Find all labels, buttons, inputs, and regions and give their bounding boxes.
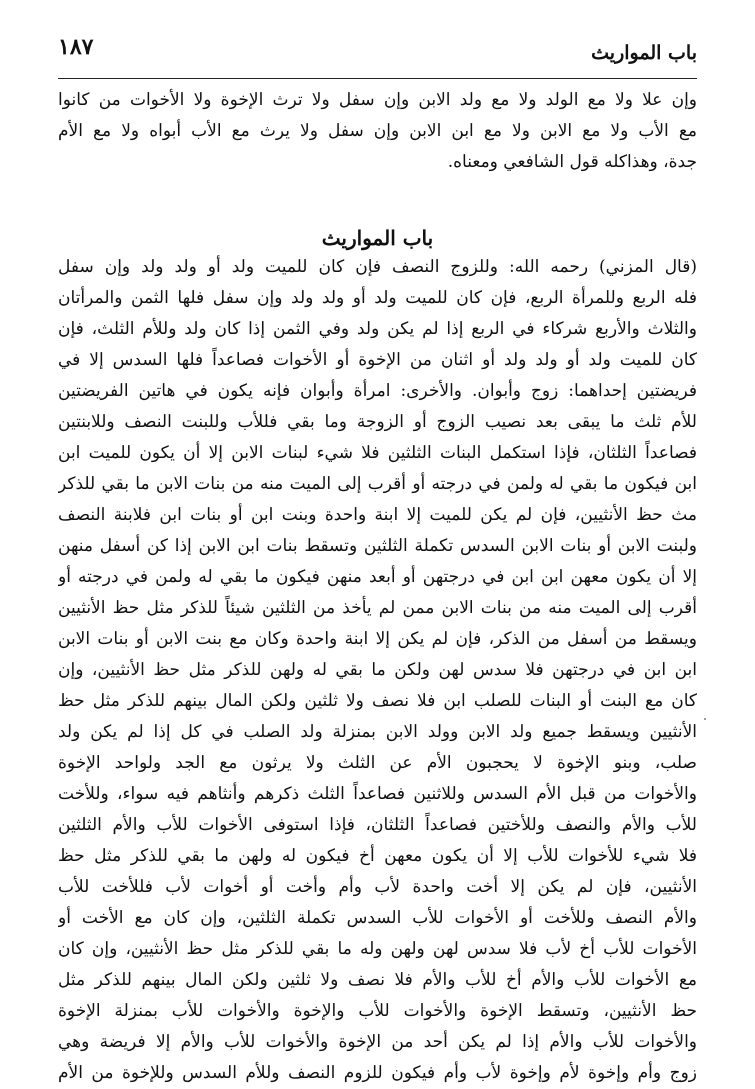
text-line: ولبنت الابن أو بنات الابن السدس تكملة الثلثين وتسقط بنات ابن الابن إذا كن أسفل منهن	[58, 536, 697, 556]
text-line: والثلاث والأربع شركاء في الربع إذا لم يكن ولد وفي الثمن إذا كان ولد وللأم الثلث، فإن	[58, 319, 697, 339]
scan-speck	[704, 718, 706, 720]
text-line: الأخوات للأب أخ لأب فلا سدس لهن ولهن وله ما بقي للذكر مثل حظ الأنثيين، وإن كان	[58, 939, 697, 959]
text-line: ابن فيكون ما بقي له ولمن في درجته أو أقرب إلى الميت منه من بنات الابن ما بقي للذكر	[58, 474, 697, 494]
text-line: جدة، وهذاكله قول الشافعي ومعناه.	[447, 152, 697, 172]
text-line: فلا شيء للأخوات للأب إلا أن يكون معهن أخ فيكون له ولهن ما بقي للذكر مثل حظ	[58, 846, 697, 866]
text-line: فله الربع وللمرأة الربع، فإن كان للميت ولد أو ولد ولد وإن سفل فلها الثمن والمرأتان	[58, 288, 697, 308]
section-title: باب المواريث	[321, 226, 434, 250]
text-line: الأنثيين، فإن لم يكن إلا أخت واحدة لأب وأم وأخت أو أخوات لأب فللأخت للأب	[58, 877, 697, 897]
text-line: (قال المزني) رحمه الله: وللزوج النصف فإن كان للميت ولد أو ولد ولد وإن سفل	[58, 257, 697, 277]
text-line: الأنثيين ويسقط جميع ولد الابن وولد الابن بمنزلة ولد الصلب في كل إذا لم يكن ولد	[58, 722, 697, 742]
text-line: للأم ثلث ما يبقى بعد نصيب الزوج أو الزوجة وما بقي فللأب وللبنت النصف وللابنتين	[58, 412, 697, 432]
text-line: فصاعداً الثلثان، فإذا استكمل البنات الثلثين فلا شيء لبنات الابن إلا أن يكون للميت ابن	[58, 443, 697, 463]
text-line: مع الأخوات للأب والأم أخ للأب والأم فلا نصف ولا ثلثين ولكن المال بينهم للذكر مثل	[58, 970, 697, 990]
main-paragraph	[58, 252, 697, 1089]
text-line: أقرب إلى الميت منه من بنات الابن ممن لم يأخذ من الثلثين شيئاً للذكر مثل حظ الأنثيين	[58, 598, 697, 618]
text-line: كان مع البنت أو البنات للصلب ابن فلا نصف ولا ثلثين ولكن المال بينهم للذكر مثل حظ	[58, 691, 697, 711]
text-line: حظ الأنثيين، وتسقط الإخوة والأخوات للأب والإخوة والأخوات للأب بمنزلة الإخوة	[58, 1001, 697, 1021]
text-line: إلا أن يكون معهن ابن ابن في درجتهن أو أبعد منهن فيكون ما بقي له ولمن في درجته أو	[58, 567, 697, 587]
text-line: مث حظ الأنثيين، فإن لم يكن للميت إلا ابنة واحدة وبنت ابن أو بنات ابن فلابنة النصف	[58, 505, 697, 525]
text-line: مع الأب ولا مع الابن ولا مع ابن الابن وإن سفل ولا يرث مع الأب أبواه ولا مع الأم	[58, 121, 697, 141]
text-line: كان للميت ولد أو ولد ولد أو اثنان من الإخوة أو الأخوات فصاعداً فلها السدس إلا في	[58, 350, 697, 370]
page-header	[58, 34, 697, 79]
text-line: ابن ابن في درجتهن فلا سدس لهن ولكن ما بقي له ولهن للذكر مثل حظ الأنثيين، وإن	[58, 660, 697, 680]
text-line: والأخوات للأب والأم إذا لم يكن أحد من الإخوة والأخوات للأب والأم إلا فريضة وهي	[58, 1032, 697, 1052]
text-line: زوج وأم وإخوة لأم وإخوة لأب وأم فيكون للزوم النصف وللأم السدس وللإخوة من الأم	[58, 1063, 697, 1083]
text-line: والأخوات من قبل الأم السدس وللاثنين فصاعداً الثلث ذكرهم وأنثاهم فيه سواء، وللأخت	[58, 784, 697, 804]
text-line: للأب والأم والنصف وللأختين فصاعداً الثلثان، فإذا استوفى الأخوات للأب والأم الثلثين	[58, 815, 697, 835]
text-line: والأم النصف وللأخت أو الأخوات للأب السدس تكملة الثلثين، وإن كان مع الأخت أو	[58, 908, 697, 928]
page-number: ١٨٧	[58, 34, 94, 60]
running-head: باب المواريث	[591, 42, 697, 64]
text-line: فريضتين إحداهما: زوج وأبوان. والأخرى: امرأة وأبوان فإنه يكون في هاتين الفريضتين	[58, 381, 697, 401]
text-line: وإن علا ولا مع الولد ولا مع ولد الابن وإن سفل ولا ترث الإخوة ولا الأخوات من كانوا	[58, 90, 697, 110]
text-line: صلب، وبنو الإخوة لا يحجبون الأم عن الثلث ولا يرثون مع الجد ولواحد الإخوة	[58, 753, 697, 773]
intro-paragraph	[58, 85, 697, 178]
text-line: ويسقط من أسفل من الذكر، فإن لم يكن إلا ابنة واحدة وكان مع بنت الابن أو بنات الابن	[58, 629, 697, 649]
